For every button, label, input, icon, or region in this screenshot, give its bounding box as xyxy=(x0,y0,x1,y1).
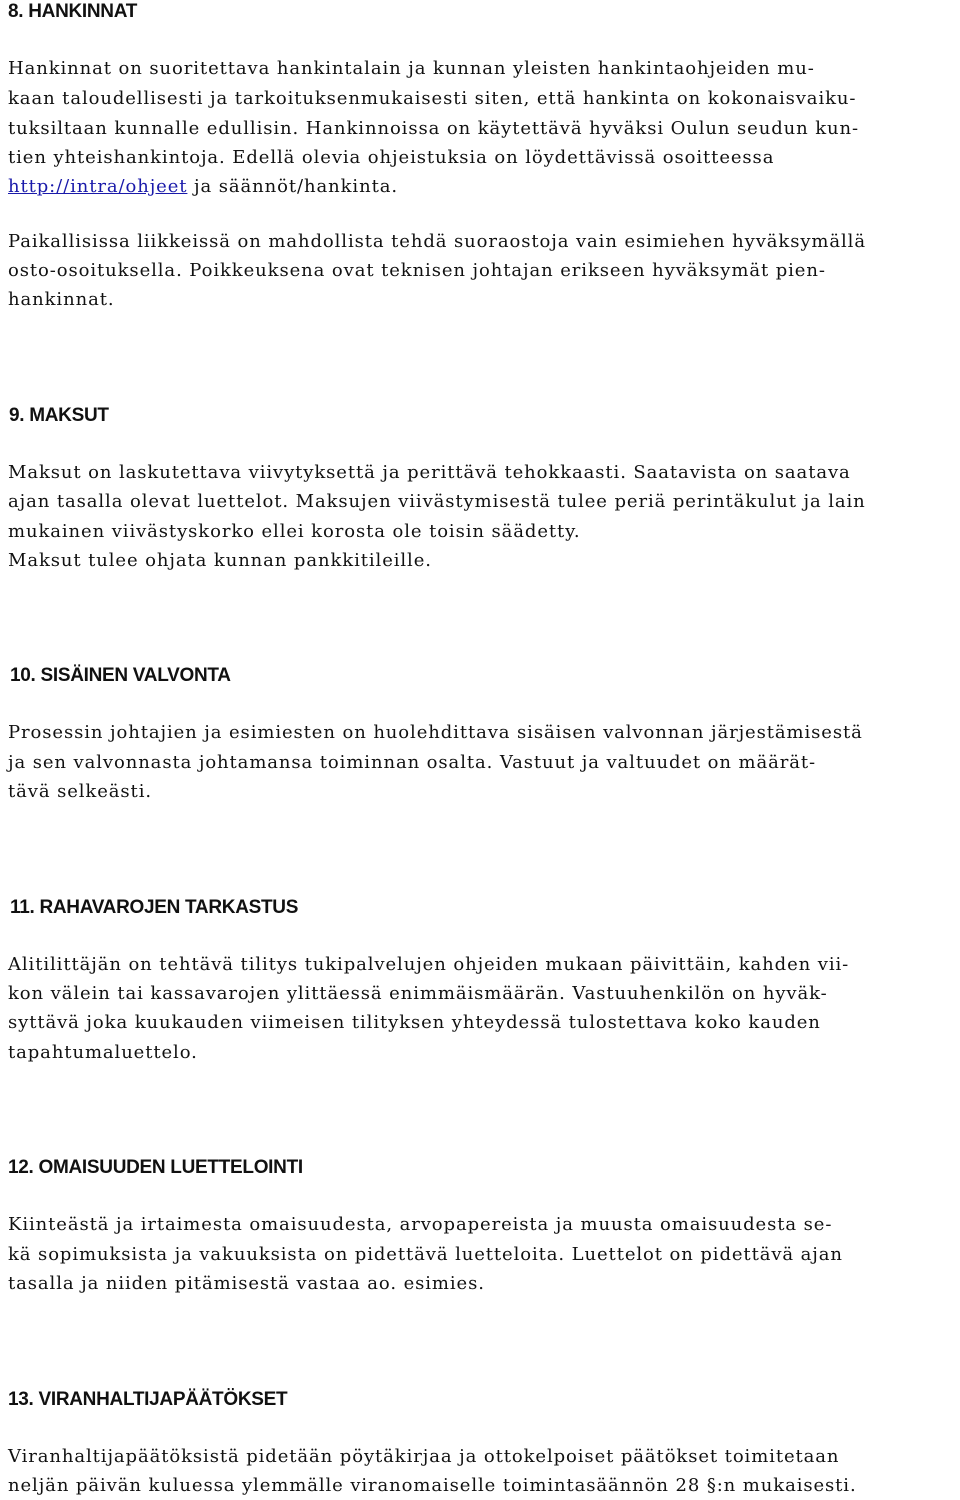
text-line: Maksut tulee ohjata kunnan pankkitileille. xyxy=(8,550,432,571)
section-heading-viranhaltijapaatokset: 13. VIRANHALTIJAPÄÄTÖKSET xyxy=(8,1389,288,1410)
text-line: kon välein tai kassavarojen ylittäessä enimmäismäärän. Vastuuhenkilön on hyväk- xyxy=(8,983,828,1004)
text-line: tien yhteishankintoja. Edellä olevia ohjeistuksia on löydettävissä osoitteessa xyxy=(8,147,775,168)
text-line: tasalla ja niiden pitämisestä vastaa ao. esimies. xyxy=(8,1273,485,1294)
text-line: Alitilittäjän on tehtävä tilitys tukipalvelujen ohjeiden mukaan päivittäin, kahden vii- xyxy=(8,954,850,975)
text-line: Maksut on laskutettava viivytyksettä ja perittävä tehokkaasti. Saatavista on saatava xyxy=(8,462,851,483)
text-line: hankinnat. xyxy=(8,289,115,310)
section-heading-omaisuuden-luettelointi: 12. OMAISUUDEN LUETTELOINTI xyxy=(8,1157,303,1178)
link-suffix-text: ja säännöt/hankinta. xyxy=(187,176,398,197)
text-line: Viranhaltijapäätöksistä pidetään pöytäkirjaa ja ottokelpoiset päätökset toimitetaan xyxy=(8,1446,840,1467)
text-line: osto-osoituksella. Poikkeuksena ovat teknisen johtajan erikseen hyväksymät pien- xyxy=(8,260,826,281)
section-heading-sisainen-valvonta: 10. SISÄINEN VALVONTA xyxy=(10,665,231,686)
text-line: tuksiltaan kunnalle edullisin. Hankinnoissa on käytettävä hyväksi Oulun seudun kun- xyxy=(8,118,860,139)
text-line: Prosessin johtajien ja esimiesten on huolehdittava sisäisen valvonnan järjestämisestä xyxy=(8,722,863,743)
text-line: tävä selkeästi. xyxy=(8,781,152,802)
section-heading-rahavarojen-tarkastus: 11. RAHAVAROJEN TARKASTUS xyxy=(10,897,299,918)
text-line xyxy=(8,175,398,199)
text-line: Paikallisissa liikkeissä on mahdollista tehdä suoraostoja vain esimiehen hyväksymällä xyxy=(8,231,866,252)
text-line: kaan taloudellisesti ja tarkoituksenmukaisesti siten, että hankinta on kokonaisvaiku- xyxy=(8,88,857,109)
text-line: Kiinteästä ja irtaimesta omaisuudesta, arvopapereista ja muusta omaisuudesta se- xyxy=(8,1214,833,1235)
text-line: ja sen valvonnasta johtamansa toiminnan osalta. Vastuut ja valtuudet on määrät- xyxy=(8,752,817,773)
intra-ohjeet-link[interactable]: http://intra/ohjeet xyxy=(8,176,188,197)
section-heading-maksut: 9. MAKSUT xyxy=(9,405,109,426)
text-line: ajan tasalla olevat luettelot. Maksujen viivästymisestä tulee periä perintäkulut ja lain xyxy=(8,491,866,512)
text-line: syttävä joka kuukauden viimeisen tilityksen yhteydessä tulostettava koko kauden xyxy=(8,1012,821,1033)
text-line: Hankinnat on suoritettava hankintalain ja kunnan yleisten hankintaohjeiden mu- xyxy=(8,58,815,79)
section-heading-hankinnat: 8. HANKINNAT xyxy=(8,1,138,22)
text-line: kä sopimuksista ja vakuuksista on pidettävä luetteloita. Luettelot on pidettävä ajan xyxy=(8,1244,843,1265)
text-line: tapahtumaluettelo. xyxy=(8,1042,198,1063)
text-line: neljän päivän kuluessa ylemmälle viranomaiselle toimintasäännön 28 §:n mukaisesti. xyxy=(8,1475,857,1496)
text-line: mukainen viivästyskorko ellei korosta ole toisin säädetty. xyxy=(8,521,581,542)
